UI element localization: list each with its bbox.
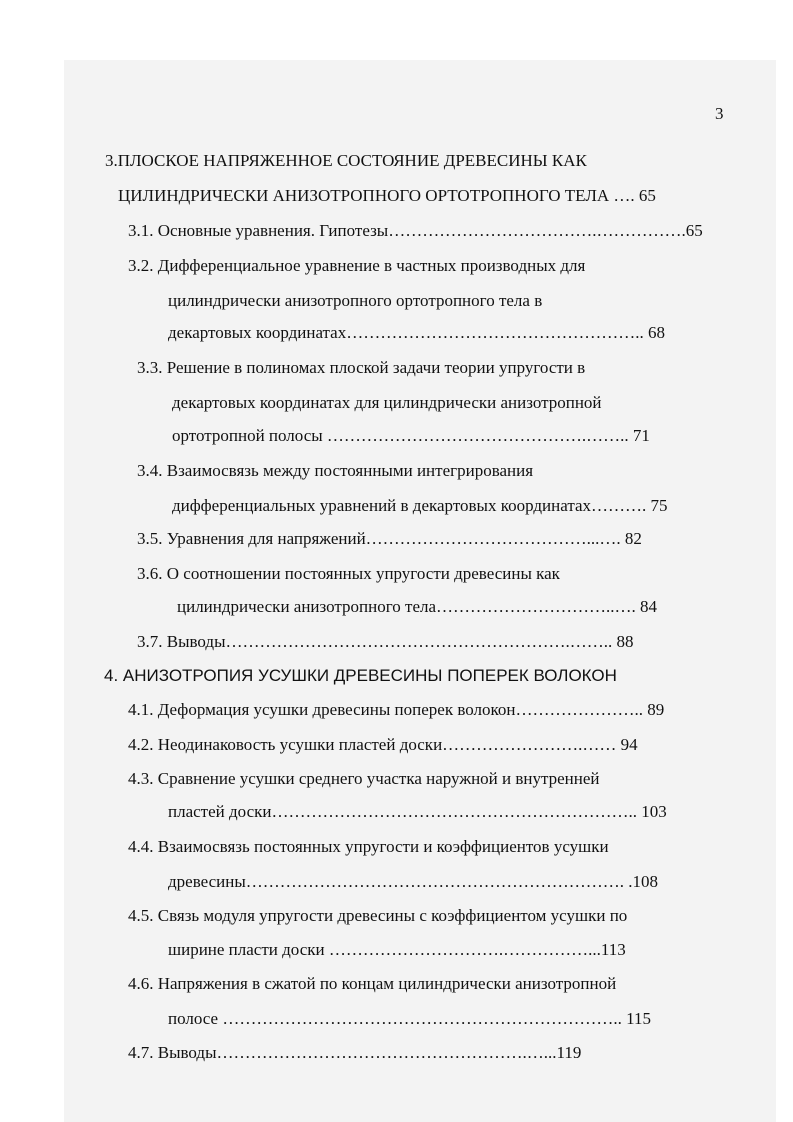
toc-heading-3-cont: ЦИЛИНДРИЧЕСКИ АНИЗОТРОПНОГО ОРТОТРОПНОГО ТЕЛА …. 65 (118, 186, 656, 205)
toc-entry-4-5-cont: ширине пласти доски ………………………….……………...113 (168, 940, 626, 959)
toc-entry-3-4: 3.4. Взаимосвязь между постоянными интегрирования (137, 461, 534, 480)
toc-entry-4-6: 4.6. Напряжения в сжатой по концам цилиндрически анизотропной (128, 974, 617, 993)
toc-entry-3-6-cont: цилиндрически анизотропного тела…………………………..…. 84 (177, 597, 658, 616)
toc-entry-4-7: 4.7. Выводы……………………………………………….…...119 (128, 1043, 582, 1062)
toc-entry-3-2-cont: декартовых координатах…………………………………………….. 68 (168, 323, 665, 342)
toc-entry-4-2: 4.2. Неодинаковость усушки пластей доски…………………….…… 94 (128, 735, 638, 754)
toc-entry-4-3: 4.3. Сравнение усушки среднего участка наружной и внутренней (128, 769, 600, 788)
toc-entry-4-3-cont: пластей доски……………………………………………………….. 103 (168, 802, 667, 821)
toc-entry-3-3: 3.3. Решение в полиномах плоской задачи теории упругости в (137, 358, 586, 377)
toc-entry-4-5: 4.5. Связь модуля упругости древесины с коэффициентом усушки по (128, 906, 628, 925)
toc-entry-3-5: 3.5. Уравнения для напряжений…………………………………...…. 82 (137, 529, 642, 548)
toc-entry-3-3-cont: декартовых координатах для цилиндрически анизотропной (172, 393, 602, 412)
toc-entry-4-4-cont: древесины…………………………………………………………. .108 (168, 872, 659, 891)
toc-entry-3-3-cont: ортотропной полосы ……………………………………….…….. 71 (172, 426, 650, 445)
toc-entry-4-4: 4.4. Взаимосвязь постоянных упругости и коэффициентов усушки (128, 837, 609, 856)
toc-entry-3-1: 3.1. Основные уравнения. Гипотезы……………………………….…………….65 (128, 221, 703, 240)
toc-entry-3-7: 3.7. Выводы…………………………………………………….…….. 88 (137, 632, 634, 651)
toc-entry-3-6: 3.6. О соотношении постоянных упругости древесины как (137, 564, 560, 583)
toc-heading-4: 4. АНИЗОТРОПИЯ УСУШКИ ДРЕВЕСИНЫ ПОПЕРЕК ВОЛОКОН (104, 666, 617, 685)
toc-heading-3: 3.ПЛОСКОЕ НАПРЯЖЕННОЕ СОСТОЯНИЕ ДРЕВЕСИНЫ КАК (105, 151, 587, 170)
toc-entry-3-2-cont: цилиндрически анизотропного ортотропного тела в (168, 291, 543, 310)
toc-entry-3-2: 3.2. Дифференциальное уравнение в частных производных для (128, 256, 586, 275)
toc-entry-3-4-cont: дифференциальных уравнений в декартовых координатах………. 75 (172, 496, 668, 515)
toc-entry-4-1: 4.1. Деформация усушки древесины поперек волокон………………….. 89 (128, 700, 665, 719)
page-number: 3 (715, 104, 724, 123)
toc-entry-4-6-cont: полосе …………………………………………………………….. 115 (168, 1009, 651, 1028)
